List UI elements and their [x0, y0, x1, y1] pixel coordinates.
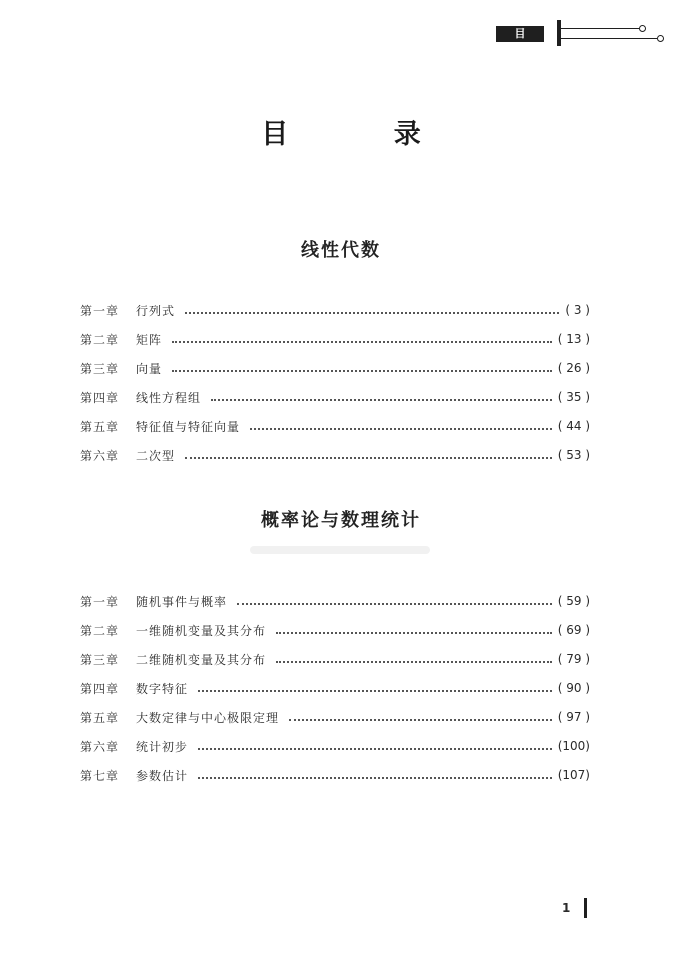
toc-chapter-label: 第二章	[80, 332, 120, 347]
toc-chapter-label: 第五章	[80, 419, 120, 434]
toc-chapter-label: 第三章	[80, 652, 120, 667]
toc-chapter-title: 特征值与特征向量	[136, 419, 241, 434]
toc-entry[interactable]	[80, 766, 590, 784]
toc-leader-dots	[198, 776, 552, 779]
toc-page-number: ( 90 )	[557, 681, 590, 695]
toc-entry[interactable]	[80, 650, 590, 668]
toc-page-number: ( 13 )	[557, 332, 590, 346]
toc-page-number: ( 3 )	[565, 303, 590, 317]
toc-chapter-title: 二维随机变量及其分布	[136, 652, 267, 667]
toc-chapter-label: 第七章	[80, 768, 120, 783]
toc-page-number: ( 53 )	[557, 448, 590, 462]
toc-leader-dots	[172, 369, 552, 372]
toc-chapter-title: 统计初步	[136, 739, 189, 754]
page-number-bar	[584, 898, 587, 918]
header-dot-bottom	[657, 35, 664, 42]
toc-chapter-label: 第一章	[80, 303, 120, 318]
toc-page-number: (100)	[557, 739, 590, 753]
toc-entry[interactable]	[80, 359, 590, 377]
toc-leader-dots	[289, 718, 552, 721]
toc-entry[interactable]	[80, 417, 590, 435]
toc-leader-dots	[211, 398, 552, 401]
toc-page-number: (107)	[557, 768, 590, 782]
toc-entry[interactable]	[80, 301, 590, 319]
toc-chapter-title: 随机事件与概率	[136, 594, 228, 609]
toc-chapter-label: 第三章	[80, 361, 120, 376]
toc-chapter-label: 第二章	[80, 623, 120, 638]
toc-chapter-title: 行列式	[136, 303, 176, 318]
toc-entry[interactable]	[80, 621, 590, 639]
toc-chapter-label: 第一章	[80, 594, 120, 609]
toc-leader-dots	[276, 631, 552, 634]
page-title: 目 录	[261, 119, 469, 150]
toc-chapter-title: 线性方程组	[136, 390, 202, 405]
toc-entry[interactable]	[80, 446, 590, 464]
toc-page-number: ( 97 )	[557, 710, 590, 724]
toc-leader-dots	[172, 340, 552, 343]
section-title-linear-algebra: 线性代数	[301, 240, 381, 261]
toc-chapter-label: 第五章	[80, 710, 120, 725]
toc-leader-dots	[237, 602, 552, 605]
toc-entry[interactable]	[80, 592, 590, 610]
toc-chapter-title: 参数估计	[136, 768, 189, 783]
header-rule-top	[561, 28, 639, 29]
toc-chapter-label: 第四章	[80, 681, 120, 696]
toc-chapter-label: 第四章	[80, 390, 120, 405]
toc-entry[interactable]	[80, 708, 590, 726]
toc-entry[interactable]	[80, 679, 590, 697]
header-section-tab: 目 录	[496, 26, 544, 42]
toc-leader-dots	[250, 427, 552, 430]
toc-chapter-title: 一维随机变量及其分布	[136, 623, 267, 638]
toc-leader-dots	[185, 311, 559, 314]
toc-leader-dots	[198, 689, 552, 692]
header-dot-top	[639, 25, 646, 32]
toc-page-number: ( 26 )	[557, 361, 590, 375]
toc-leader-dots	[185, 456, 552, 459]
toc-chapter-title: 二次型	[136, 448, 176, 463]
toc-page-number: ( 35 )	[557, 390, 590, 404]
header-rule-bottom	[561, 38, 657, 39]
toc-entry[interactable]	[80, 330, 590, 348]
toc-chapter-label: 第六章	[80, 739, 120, 754]
toc-chapter-title: 矩阵	[136, 332, 163, 347]
toc-page-number: ( 44 )	[557, 419, 590, 433]
header-bar	[557, 20, 561, 46]
toc-entry[interactable]	[80, 737, 590, 755]
toc-leader-dots	[198, 747, 552, 750]
toc-page-number: ( 79 )	[557, 652, 590, 666]
section-title-probability-statistics: 概率论与数理统计	[261, 510, 421, 531]
toc-chapter-title: 向量	[136, 361, 163, 376]
toc-page-number: ( 69 )	[557, 623, 590, 637]
toc-leader-dots	[276, 660, 552, 663]
toc-chapter-title: 大数定律与中心极限定理	[136, 710, 280, 725]
toc-chapter-title: 数字特征	[136, 681, 189, 696]
toc-page-number: ( 59 )	[557, 594, 590, 608]
page-number: 1	[562, 901, 571, 915]
toc-entry[interactable]	[80, 388, 590, 406]
scan-smudge	[250, 546, 430, 554]
toc-chapter-label: 第六章	[80, 448, 120, 463]
